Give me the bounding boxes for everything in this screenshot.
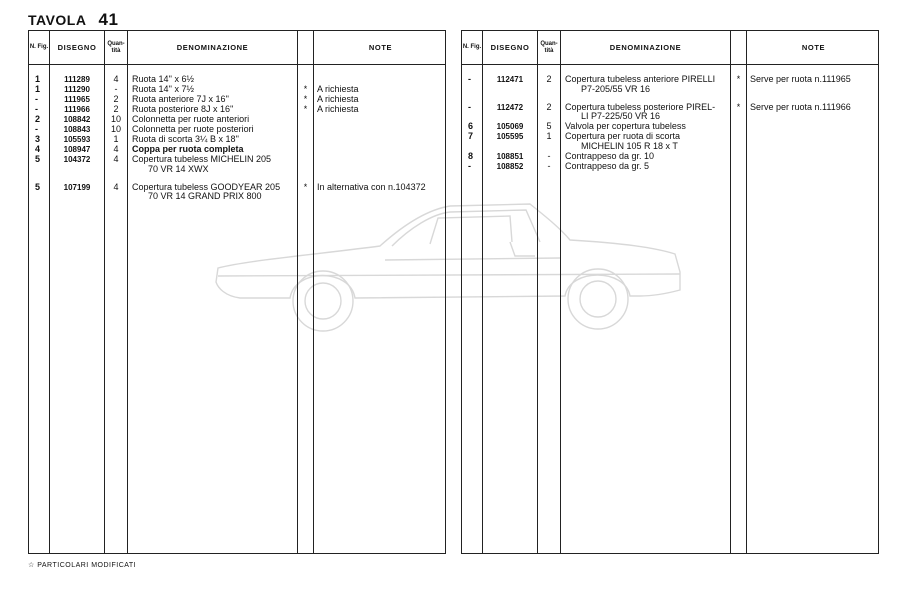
row-disegno: 107199 — [63, 182, 91, 192]
row-quantita: 1 — [546, 131, 552, 142]
row-fig: - — [35, 94, 38, 104]
row-quantita: 2 — [113, 104, 119, 114]
row-quantita: - — [114, 84, 118, 94]
parts-table-right — [461, 30, 879, 554]
table-row — [462, 162, 878, 172]
row-disegno: 105593 — [63, 135, 91, 144]
row-modified-star: * — [303, 181, 308, 192]
row-denominazione-line: 70 VR 14 GRAND PRIX 800 — [148, 191, 262, 202]
row-disegno: 112471 — [496, 75, 524, 84]
row-modified-star: * — [303, 84, 308, 94]
row-fig: 1 — [35, 74, 41, 84]
page-number: 41 — [98, 10, 119, 29]
row-fig: 5 — [35, 181, 41, 192]
rows-left — [29, 75, 445, 202]
table-row — [29, 155, 445, 175]
header-disegno: DISEGNO — [57, 43, 97, 52]
row-disegno: 112472 — [496, 102, 524, 112]
row-disegno: 108947 — [63, 145, 91, 154]
row-disegno: 108842 — [63, 115, 91, 124]
row-fig: 5 — [35, 154, 41, 164]
row-denominazione-line: Ruota anteriore 7J x 16'' — [132, 94, 229, 104]
row-quantita: 2 — [113, 94, 119, 104]
row-disegno: 111966 — [64, 105, 90, 114]
row-fig: 1 — [35, 84, 41, 94]
row-quantita: 10 — [110, 124, 121, 134]
row-fig: 4 — [35, 144, 41, 154]
header-note: NOTE — [801, 43, 826, 52]
row-quantita: 1 — [113, 134, 119, 144]
row-denominazione-line: Valvola per copertura tubeless — [565, 121, 686, 132]
row-quantita: 10 — [110, 114, 121, 124]
row-denominazione — [132, 183, 280, 202]
header-disegno: DISEGNO — [490, 43, 530, 52]
row-modified-star: * — [736, 74, 741, 84]
row-quantita: - — [547, 150, 551, 161]
table-row — [29, 85, 445, 95]
row-quantita: 2 — [546, 101, 552, 112]
footnote: ☆ PARTICOLARI MODIFICATI — [28, 562, 137, 569]
row-note: In alternativa con n.104372 — [317, 181, 426, 192]
row-disegno: 108852 — [496, 161, 524, 171]
table-row — [29, 75, 445, 85]
row-disegno: 105595 — [496, 132, 524, 142]
row-denominazione-line: LI P7-225/50 VR 16 — [581, 111, 661, 122]
row-denominazione — [565, 152, 654, 162]
header-fig: N. Fig. — [29, 44, 49, 50]
header-quantita: Quan-tità — [107, 40, 125, 54]
table-row — [29, 95, 445, 105]
row-denominazione — [565, 103, 715, 122]
row-quantita: 5 — [546, 121, 552, 132]
row-disegno: 111289 — [64, 75, 90, 84]
table-row — [462, 75, 878, 95]
row-disegno: 111965 — [64, 95, 90, 104]
row-note: A richiesta — [317, 104, 359, 114]
row-modified-star: * — [736, 101, 741, 112]
row-denominazione-line: 70 VR 14 XWX — [148, 163, 209, 174]
row-denominazione-line: Copertura tubeless anteriore PIRELLI — [565, 74, 716, 84]
row-disegno: 105069 — [496, 122, 524, 132]
row-disegno: 108851 — [496, 151, 524, 161]
header-denominazione: DENOMINAZIONE — [609, 43, 682, 52]
row-note: A richiesta — [317, 94, 359, 104]
row-denominazione-line: Ruota 14'' x 7½ — [132, 84, 194, 94]
row-fig: - — [468, 74, 471, 84]
row-quantita: 4 — [113, 74, 119, 84]
row-fig: 2 — [35, 114, 41, 124]
row-denominazione-line: Copertura tubeless posteriore PIREL- — [565, 101, 716, 112]
row-disegno: 108843 — [63, 125, 91, 134]
row-denominazione-line: MICHELIN 105 R 18 x T — [581, 140, 678, 151]
row-quantita: 4 — [113, 154, 119, 164]
rows-right — [462, 75, 878, 172]
row-denominazione-line: Colonnetta per ruote anteriori — [132, 114, 250, 124]
page-title — [28, 10, 118, 30]
row-disegno: 104372 — [63, 155, 91, 164]
page-title-label: TAVOLA — [28, 12, 87, 28]
table-row — [462, 152, 878, 162]
row-denominazione-line: Copertura per ruota di scorta — [565, 131, 681, 142]
row-note: Serve per ruota n.111965 — [750, 74, 851, 84]
row-modified-star: * — [303, 94, 308, 104]
row-fig: - — [35, 104, 38, 114]
row-denominazione-line: Ruota di scorta 3¼ B x 18'' — [132, 134, 239, 144]
table-row — [29, 183, 445, 203]
row-denominazione-line: Copertura tubeless MICHELIN 205 — [132, 154, 272, 164]
row-fig: - — [468, 101, 471, 112]
row-modified-star: * — [303, 104, 308, 114]
row-denominazione — [565, 75, 715, 94]
row-fig: - — [35, 124, 38, 134]
header-quantita: Quan-tità — [540, 40, 558, 54]
row-denominazione — [132, 155, 271, 174]
row-note: A richiesta — [317, 84, 359, 94]
header-fig: N. Fig. — [462, 44, 482, 50]
row-quantita: 4 — [113, 144, 119, 154]
row-quantita: 4 — [113, 181, 119, 192]
table-row — [462, 103, 878, 123]
row-denominazione-line: P7-205/55 VR 16 — [581, 83, 651, 94]
row-fig: 3 — [35, 134, 41, 144]
row-denominazione-line: Contrappeso da gr. 10 — [565, 150, 655, 161]
row-fig: 8 — [468, 150, 474, 161]
row-denominazione — [565, 132, 680, 151]
row-fig: - — [468, 160, 471, 171]
parts-table-left — [28, 30, 446, 554]
row-fig: 7 — [468, 131, 474, 142]
row-denominazione-line: Colonnetta per ruote posteriori — [132, 124, 254, 134]
row-denominazione-line: Contrappeso da gr. 5 — [565, 160, 650, 171]
row-denominazione-line: Copertura tubeless GOODYEAR 205 — [132, 181, 281, 192]
row-denominazione — [565, 162, 649, 172]
table-row — [462, 132, 878, 152]
row-fig: 6 — [468, 121, 474, 132]
row-quantita: 2 — [546, 74, 552, 84]
row-note: Serve per ruota n.111966 — [750, 101, 851, 112]
row-denominazione-line: Coppa per ruota completa — [132, 144, 244, 154]
header-note: NOTE — [368, 43, 393, 52]
row-denominazione-line: Ruota 14'' x 6½ — [132, 74, 194, 84]
row-disegno: 111290 — [64, 85, 90, 94]
row-denominazione-line: Ruota posteriore 8J x 16'' — [132, 104, 234, 114]
row-quantita: - — [547, 160, 551, 171]
header-denominazione: DENOMINAZIONE — [176, 43, 249, 52]
